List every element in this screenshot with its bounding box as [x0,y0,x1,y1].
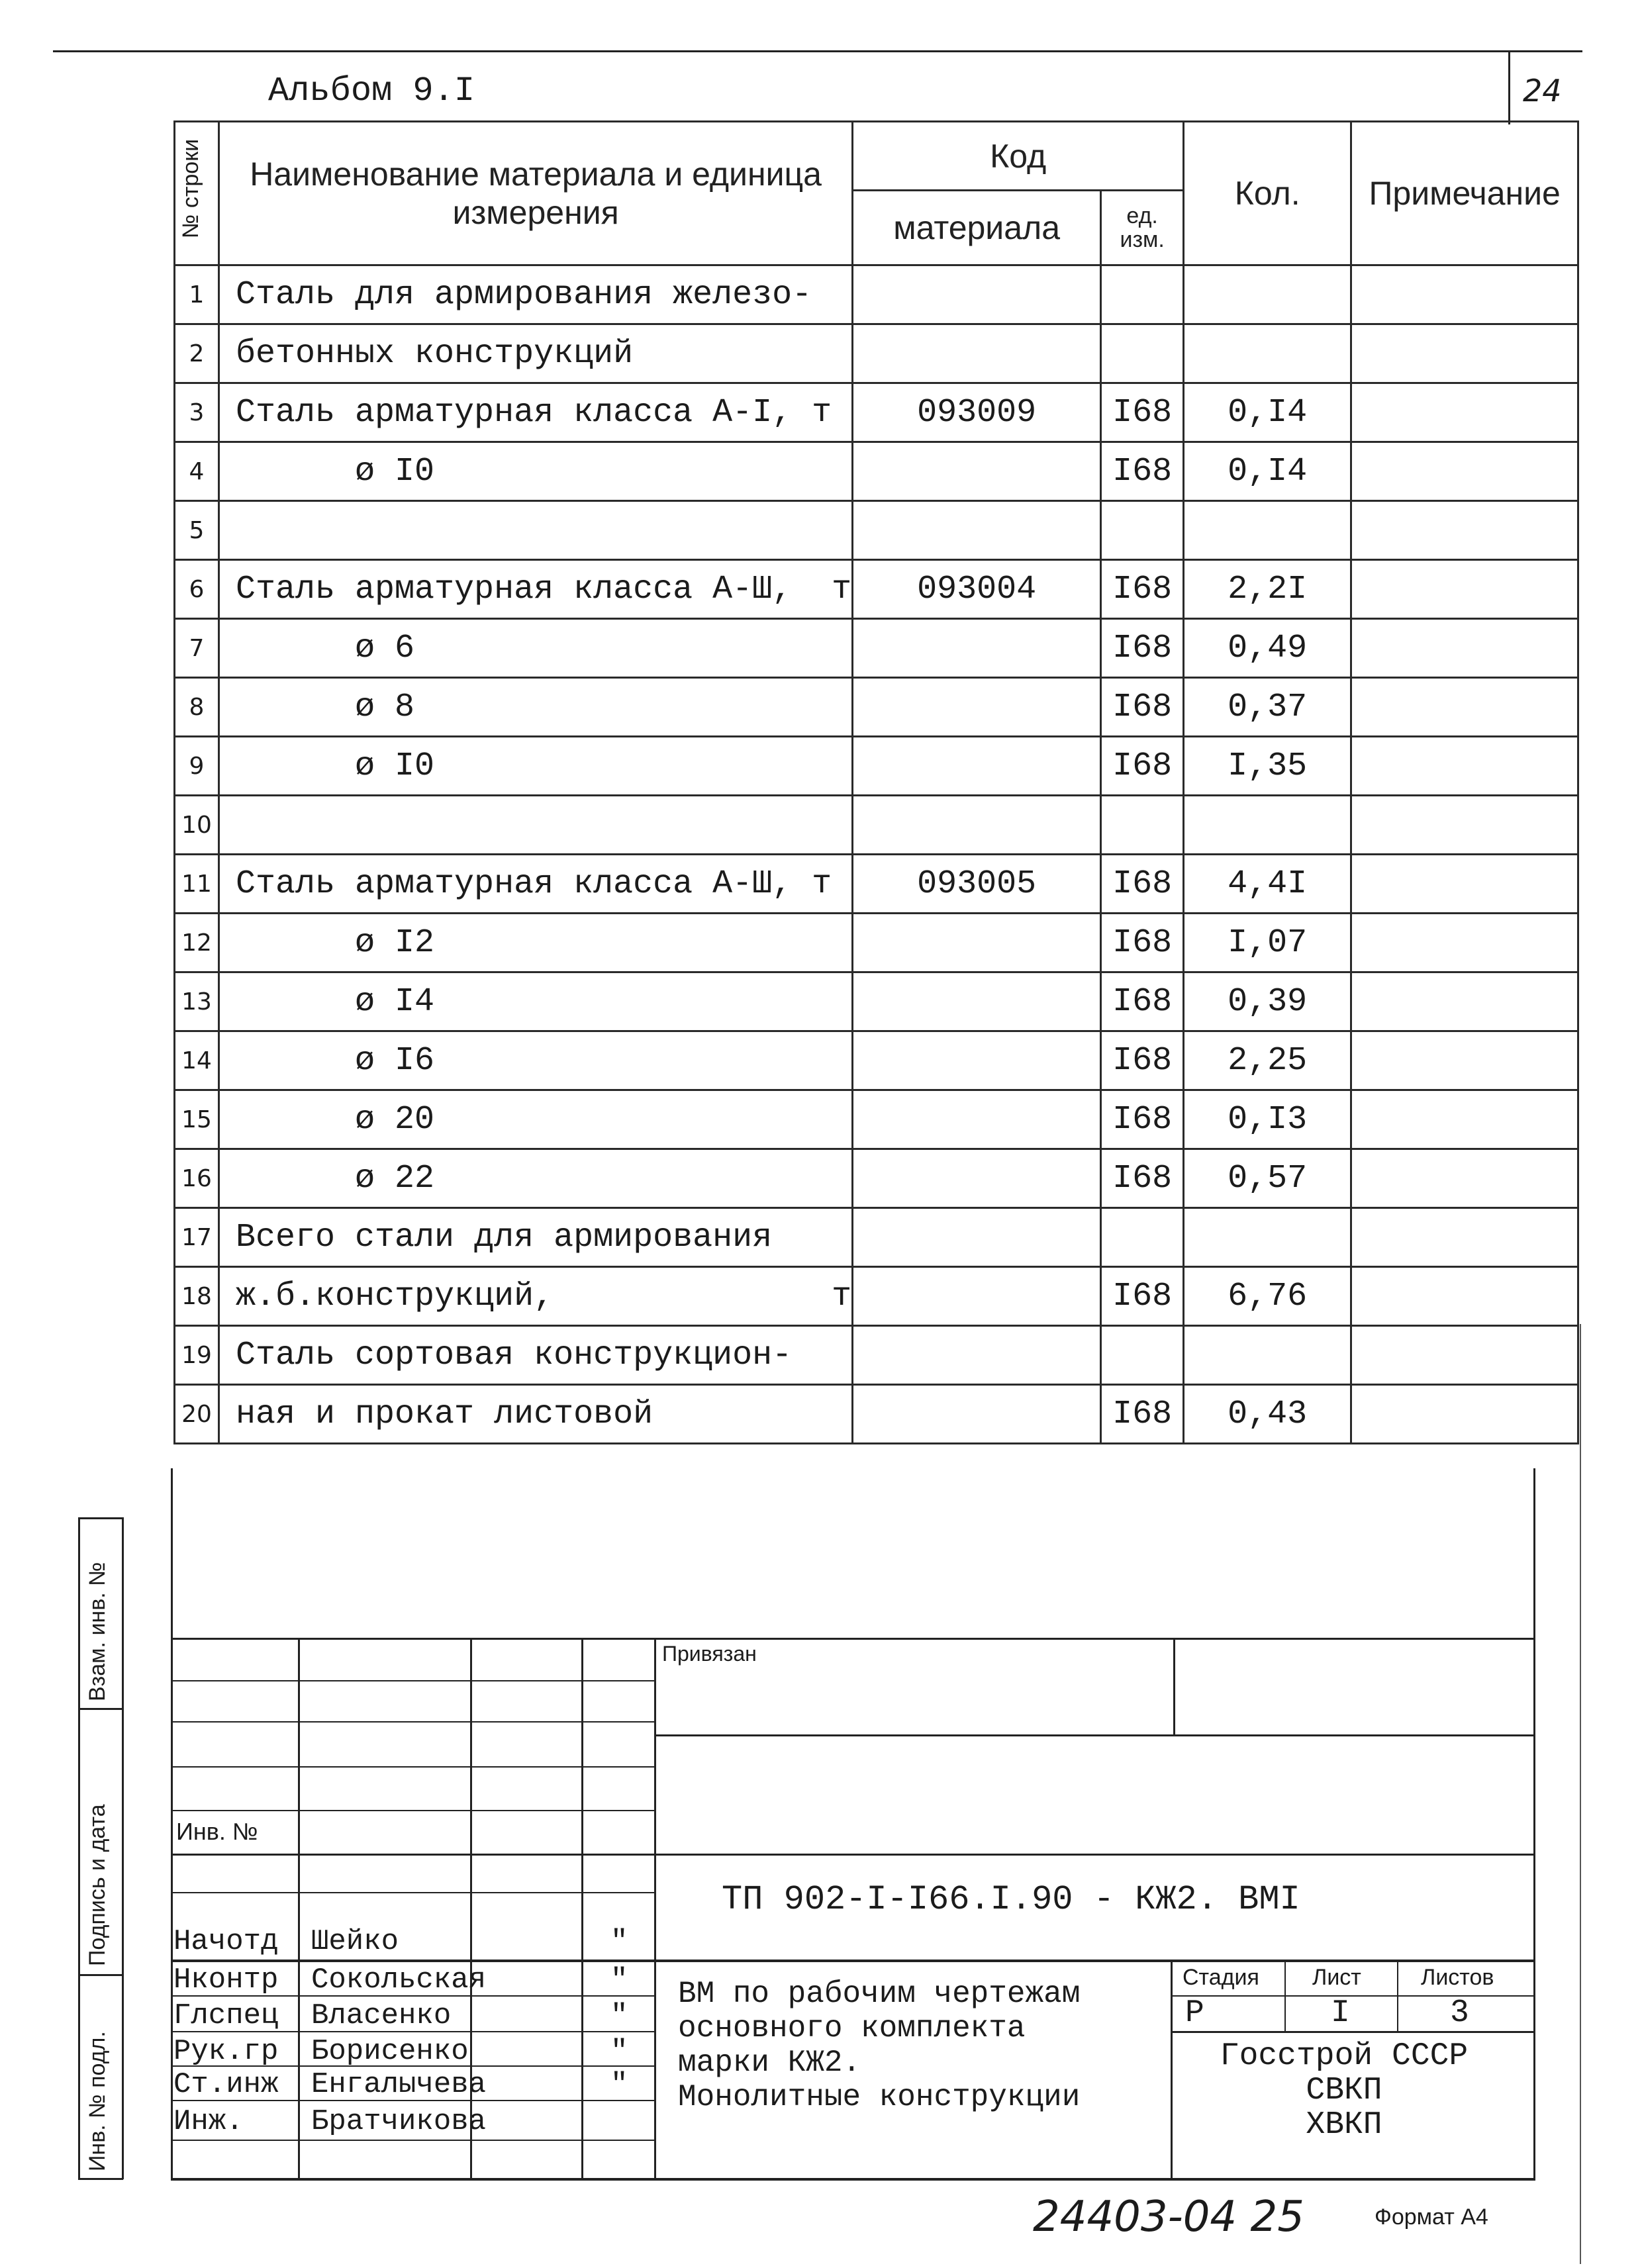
signer-name: Шейко [311,1925,399,1958]
row-name: Сталь арматурная класса А-Ш, т [219,855,853,914]
row-material-code [853,914,1101,972]
table-row [175,1326,1578,1385]
row-note [1351,560,1578,619]
row-number: 1 [175,265,219,324]
row-unit-code: I68 [1101,855,1184,914]
table-row [175,1149,1578,1208]
row-quantity: 0,I3 [1184,1090,1351,1149]
header-material: материала [853,191,1101,265]
description-line-2: основного комплекта [678,2011,1026,2046]
row-name: ø I0 [219,442,853,501]
row-quantity: 0,49 [1184,619,1351,678]
row-name: ная и прокат листовой [219,1385,853,1444]
side-label-podpis: Подпись и дата [85,1804,110,1966]
row-material-code [853,1385,1101,1444]
right-edge-line [1580,1324,1581,2264]
row-quantity: I,35 [1184,737,1351,796]
signer-role: Ст.инж [173,2068,279,2101]
row-number: 4 [175,442,219,501]
row-material-code [853,501,1101,560]
frame-right [1533,1468,1535,2181]
document-description [678,1977,1080,2114]
signer-name: Борисенко [311,2035,469,2068]
row-number: 20 [175,1385,219,1444]
signer-name: Сокольская [311,1963,487,1997]
row-material-code [853,1031,1101,1090]
row-name: ø I0 [219,737,853,796]
row-name: Сталь для армирования железо- [219,265,853,324]
sheet-number: 24 [1523,73,1562,109]
signer-date-mark: " [610,1999,628,2032]
row-note [1351,1149,1578,1208]
row-name: Всего стали для армирования [219,1208,853,1267]
row-unit-code [1101,1208,1184,1267]
row-unit-code [1101,1326,1184,1385]
privyazan-label: Привязан [662,1642,757,1666]
row-unit-code: I68 [1101,560,1184,619]
row-note [1351,855,1578,914]
row-name [219,501,853,560]
row-material-code [853,1149,1101,1208]
stage-label: Стадия [1183,1965,1259,1990]
row-quantity: 0,37 [1184,678,1351,737]
table-row [175,324,1578,383]
table-row [175,501,1578,560]
row-unit-code: I68 [1101,678,1184,737]
organization [1205,2039,1483,2142]
row-name: ø I6 [219,1031,853,1090]
frame-left [171,1468,173,2181]
row-note [1351,1031,1578,1090]
row-name: ø 8 [219,678,853,737]
row-material-code [853,1326,1101,1385]
row-quantity: 6,76 [1184,1267,1351,1326]
row-material-code: 093004 [853,560,1101,619]
header-row-no: № строки [175,122,219,265]
signer-role: Начотд [173,1925,279,1958]
row-unit-code: I68 [1101,383,1184,442]
sheets-label: Листов [1421,1965,1494,1990]
signer-name: Власенко [311,1999,452,2032]
frame-bottom [171,2178,1535,2181]
side-strip-left [78,1517,80,2179]
row-unit-code [1101,265,1184,324]
row-note [1351,972,1578,1031]
table-row [175,1267,1578,1326]
table-row [175,1208,1578,1267]
row-number: 19 [175,1326,219,1385]
row-unit-code: I68 [1101,914,1184,972]
row-unit-code: I68 [1101,619,1184,678]
description-line-1: ВМ по рабочим чертежам [678,1977,1081,2011]
album-label: Альбом 9.I [268,71,475,111]
row-name: ø I2 [219,914,853,972]
row-unit-code: I68 [1101,1090,1184,1149]
row-note [1351,1208,1578,1267]
row-number: 10 [175,796,219,855]
row-quantity: 0,I4 [1184,442,1351,501]
row-name: ж.б.конструкций, т [219,1267,853,1326]
row-name: бетонных конструкций [219,324,853,383]
row-number: 9 [175,737,219,796]
row-note [1351,914,1578,972]
stamp-number: 24403-04 25 [1033,2193,1304,2242]
row-note [1351,1385,1578,1444]
table-row [175,560,1578,619]
row-quantity: 0,57 [1184,1149,1351,1208]
signer-role: Нконтр [173,1963,279,1997]
row-quantity [1184,324,1351,383]
specification-table [173,120,1579,1444]
row-quantity: I,07 [1184,914,1351,972]
description-line-4: Монолитные конструкции [678,2080,1081,2114]
sheet-label: Лист [1312,1965,1361,1990]
signer-role: Инж. [173,2105,244,2138]
inv-no-label: Инв. № [176,1818,258,1845]
table-row [175,619,1578,678]
row-material-code [853,619,1101,678]
row-material-code [853,1090,1101,1149]
row-name: ø I4 [219,972,853,1031]
row-note [1351,501,1578,560]
row-quantity: 0,43 [1184,1385,1351,1444]
document-code: ТП 902-I-I66.I.90 - КЖ2. ВМI [722,1880,1300,1919]
table-row [175,1090,1578,1149]
sheet-value: I [1331,1995,1350,2031]
row-note [1351,678,1578,737]
signer-date-mark: " [610,2068,628,2101]
row-note [1351,619,1578,678]
row-material-code [853,265,1101,324]
row-number: 12 [175,914,219,972]
table-row [175,972,1578,1031]
row-name [219,796,853,855]
row-number: 11 [175,855,219,914]
row-name: ø 20 [219,1090,853,1149]
row-unit-code [1101,324,1184,383]
row-note [1351,324,1578,383]
table-row [175,737,1578,796]
signer-role: Глспец [173,1999,279,2032]
row-number: 14 [175,1031,219,1090]
row-name: Сталь сортовая конструкцион- [219,1326,853,1385]
table-row [175,1031,1578,1090]
row-unit-code: I68 [1101,737,1184,796]
row-quantity [1184,265,1351,324]
signer-role: Рук.гр [173,2035,279,2068]
header-qty: Кол. [1184,122,1351,265]
row-quantity [1184,1208,1351,1267]
row-material-code [853,737,1101,796]
row-unit-code [1101,501,1184,560]
table-row [175,796,1578,855]
top-rule [53,50,1582,52]
row-unit-code: I68 [1101,1267,1184,1326]
row-name: ø 22 [219,1149,853,1208]
row-note [1351,442,1578,501]
row-number: 17 [175,1208,219,1267]
header-name: Наименование материала и единица измерения [219,122,853,265]
row-number: 16 [175,1149,219,1208]
row-material-code [853,442,1101,501]
row-quantity [1184,501,1351,560]
stage-value: Р [1185,1995,1204,2031]
row-material-code [853,1267,1101,1326]
format-label: Формат А4 [1375,2204,1488,2230]
row-number: 7 [175,619,219,678]
table-row [175,383,1578,442]
row-quantity: 0,I4 [1184,383,1351,442]
org-line-1: Госстрой СССР [1220,2038,1469,2074]
row-note [1351,383,1578,442]
header-unit: ед. изм. [1101,191,1184,265]
row-unit-code: I68 [1101,972,1184,1031]
row-material-code [853,972,1101,1031]
row-quantity [1184,796,1351,855]
row-name: Сталь арматурная класса А-Ш, т [219,560,853,619]
row-material-code [853,796,1101,855]
table-row [175,914,1578,972]
row-note [1351,796,1578,855]
signer-name: Енгалычева [311,2068,487,2101]
row-note [1351,1090,1578,1149]
row-unit-code: I68 [1101,442,1184,501]
row-number: 5 [175,501,219,560]
row-quantity: 4,4I [1184,855,1351,914]
row-number: 15 [175,1090,219,1149]
org-line-3: ХВКП [1306,2107,1382,2143]
row-number: 18 [175,1267,219,1326]
signer-date-mark: " [610,1963,628,1997]
row-material-code [853,678,1101,737]
row-number: 13 [175,972,219,1031]
row-unit-code: I68 [1101,1149,1184,1208]
table-row [175,678,1578,737]
org-line-2: СВКП [1306,2073,1382,2108]
sheet-number-divider [1508,50,1510,124]
row-number: 2 [175,324,219,383]
row-material-code [853,1208,1101,1267]
table-row [175,442,1578,501]
row-quantity: 2,25 [1184,1031,1351,1090]
row-name: ø 6 [219,619,853,678]
table-row [175,265,1578,324]
header-code: Код [853,122,1184,191]
row-quantity: 2,2I [1184,560,1351,619]
row-quantity [1184,1326,1351,1385]
row-number: 3 [175,383,219,442]
side-label-inv-podl: Инв. № подл. [85,2031,110,2171]
header-note: Примечание [1351,122,1578,265]
row-note [1351,1267,1578,1326]
row-note [1351,737,1578,796]
signer-date-mark: " [610,1925,628,1958]
row-material-code: 093005 [853,855,1101,914]
row-quantity: 0,39 [1184,972,1351,1031]
row-number: 6 [175,560,219,619]
row-unit-code: I68 [1101,1031,1184,1090]
description-line-3: марки КЖ2. [678,2046,861,2080]
row-note [1351,265,1578,324]
signer-name: Братчикова [311,2105,487,2138]
row-material-code: 093009 [853,383,1101,442]
table-row [175,1385,1578,1444]
row-name: Сталь арматурная класса А-I, т [219,383,853,442]
table-row [175,855,1578,914]
row-unit-code [1101,796,1184,855]
side-strip-right [122,1517,124,2179]
sheets-value: 3 [1450,1995,1469,2031]
row-unit-code: I68 [1101,1385,1184,1444]
row-note [1351,1326,1578,1385]
signer-date-mark: " [610,2035,628,2068]
side-label-vzam: Взам. инв. № [85,1562,110,1701]
row-number: 8 [175,678,219,737]
row-material-code [853,324,1101,383]
